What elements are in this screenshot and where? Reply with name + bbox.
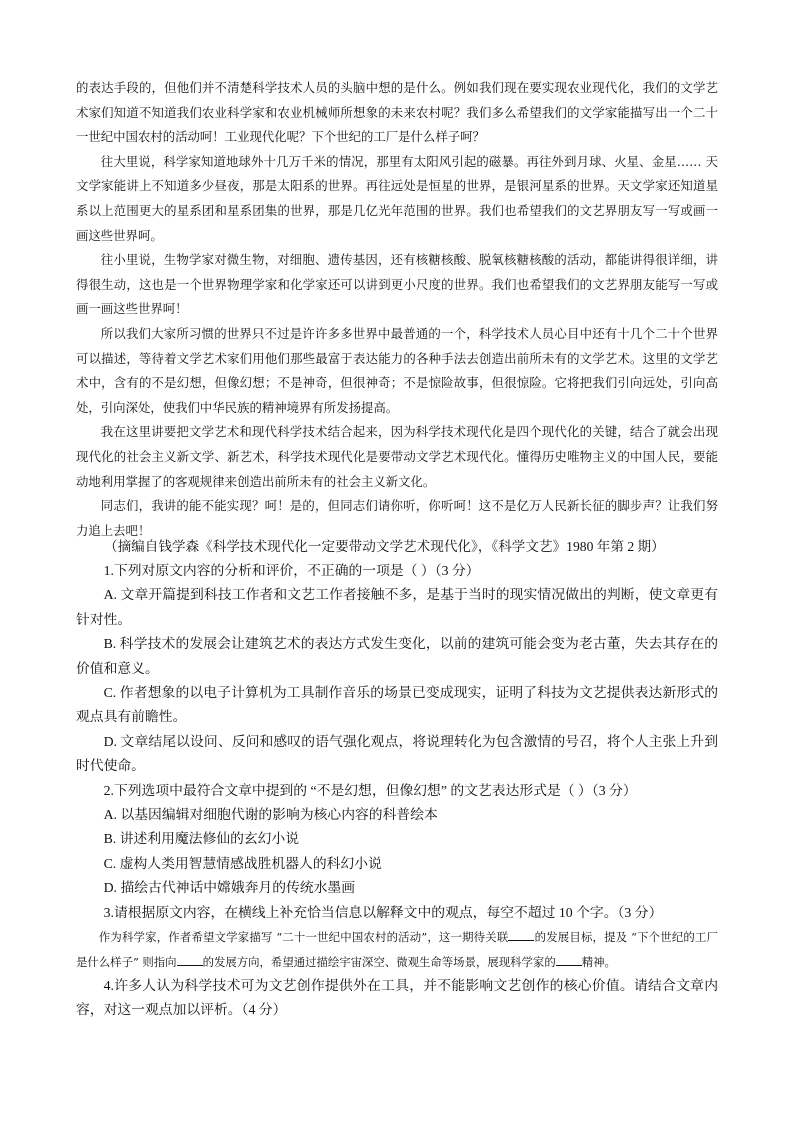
question-2-option-a: A. 以基因编辑对细胞代谢的影响为核心内容的科普绘本 <box>103 807 438 823</box>
q3-segment: 的发展目标， <box>534 930 605 945</box>
passage-paragraph: 我在这里讲要把文学艺术和现代科学技术结合起来，因为科学技术现代化是四个现代化的关键，结合了就会出现现代化的社会主义新文学、新艺术，科学技术现代化是要带动文学艺术现代化。懂得历史唯物主义的中国人民，要能动地利用掌握了的客观规律来创造出前所未有的社会主义新文化。 <box>76 424 718 489</box>
question-3-fill-text <box>76 925 718 974</box>
question-3-stem: 3.请根据原文内容，在横线上补充恰当信息以解释文中的观点，每空不超过 10 个字。（3 分） <box>103 904 663 920</box>
question-1-option-c: C. 作者想象的以电子计算机为工具制作音乐的场景已变成现实，证明了科技为文艺提供表达新形式的观点具有前瞻性。 <box>76 685 718 725</box>
q3-segment: 展现科学家的 <box>487 954 556 969</box>
passage-paragraph: 往小里说，生物学家对微生物，对细胞、遗传基因，还有核糖核酸、脱氧核糖核酸的活动，都能讲得很详细，讲得很生动，这也是一个世界物理学家和化学家还可以讲到更小尺度的世界。我们也希望我们的文艺界朋友能写一写或画一画这些世界呵！ <box>76 252 718 317</box>
q3-segment: 提及 “下个世纪的工厂是什么样子” 则指向 <box>76 930 718 969</box>
source-citation: （摘编自钱学森《科学技术现代化一定要带动文学艺术现代化》，《科学文艺》1980 年第 2 期） <box>104 539 665 554</box>
questions-section <box>76 559 718 1023</box>
question-1-stem: 1.下列对原文内容的分析和评价，不正确的一项是（ ）（3 分） <box>103 563 480 578</box>
question-2-option-d: D. 描绘古代神话中嫦娥奔月的传统水墨画 <box>103 880 356 896</box>
question-1-option-b: B. 科学技术的发展会让建筑艺术的表达方式发生变化，以前的建筑可能会变为老古董，失去其存在的价值和意义。 <box>76 636 718 676</box>
question-2-option-b: B. 讲述利用魔法修仙的玄幻小说 <box>103 831 300 847</box>
q3-segment: 精神。 <box>581 954 616 969</box>
passage-paragraph: 往大里说，科学家知道地球外十几万千米的情况，那里有太阳风引起的磁暴。再往外到月球、火星、金星…… 天文学家能讲上不知道多少昼夜，那是太阳系的世界。再往远处是恒星的世界，是银河星系的世界。天文学家还知道星系以上范围更大的星系团和星系团集的世界，那是几亿光年范围的世界。我们也希望我们的文艺界朋友写一写或画一画这些世界呵。 <box>76 153 718 243</box>
answer-blank-1[interactable] <box>508 928 534 941</box>
q3-segment: 作为科学家，作者希望文学家描写 “二十一世纪中国农村的活动”，这一期待关联 <box>98 930 509 945</box>
reading-passage <box>76 76 718 543</box>
passage-paragraph: 的表达手段的，但他们并不清楚科学技术人员的头脑中想的是什么。例如我们现在要实现农业现代化，我们的文学艺术家们知道不知道我们农业科学家和农业机械师所想象的未来农村呢？我们多么希望我们的文学家能描写出一个二十一世纪中国农村的活动呵！工业现代化呢？下个世纪的工厂是什么样子呵？ <box>76 80 718 145</box>
answer-blank-3[interactable] <box>556 953 582 966</box>
question-1-option-a: A. 文章开篇提到科技工作者和文艺工作者接触不多，是基于当时的现实情况做出的判断，使文章更有针对性。 <box>76 587 718 627</box>
question-2-option-c: C. 虚构人类用智慧情感战胜机器人的科幻小说 <box>103 855 382 871</box>
question-1-option-d: D. 文章结尾以设问、反问和感叹的语气强化观点，将说理转化为包含激情的号召，将个人主张上升到时代使命。 <box>76 733 718 774</box>
answer-blank-2[interactable] <box>177 953 203 966</box>
passage-paragraph: 所以我们大家所习惯的世界只不过是许许多多世界中最普通的一个，科学技术人员心目中还有十几个二十个世界可以描述，等待着文学艺术家们用他们那些最富于表达能力的各种手法去创造出前所未有的文学艺术。这里的文学艺术中，含有的不是幻想，但像幻想；不是神奇，但很神奇；不是惊险故事，但很惊险。它将把我们引向远处，引向高处，引向深处，使我们中华民族的精神境界有所发扬提高。 <box>76 325 718 415</box>
passage-paragraph: 同志们，我讲的能不能实现？呵！是的，但同志们请你听，你听呵！这不是亿万人民新长征的脚步声？让我们努力追上去吧！ <box>76 498 718 538</box>
question-4-stem: 4.许多人认为科学技术可为文艺创作提供外在工具，并不能影响文艺创作的核心价值。请结合文章内容，对这一观点加以评析。（4 分） <box>76 977 718 1018</box>
q3-segment: 的发展方向，希望通过描绘宇宙深空、微观生命等场景， <box>202 954 488 969</box>
question-2-stem: 2.下列选项中最符合文章中提到的 “不是幻想，但像幻想” 的文艺表达形式是（ ）（3 分） <box>103 782 637 798</box>
